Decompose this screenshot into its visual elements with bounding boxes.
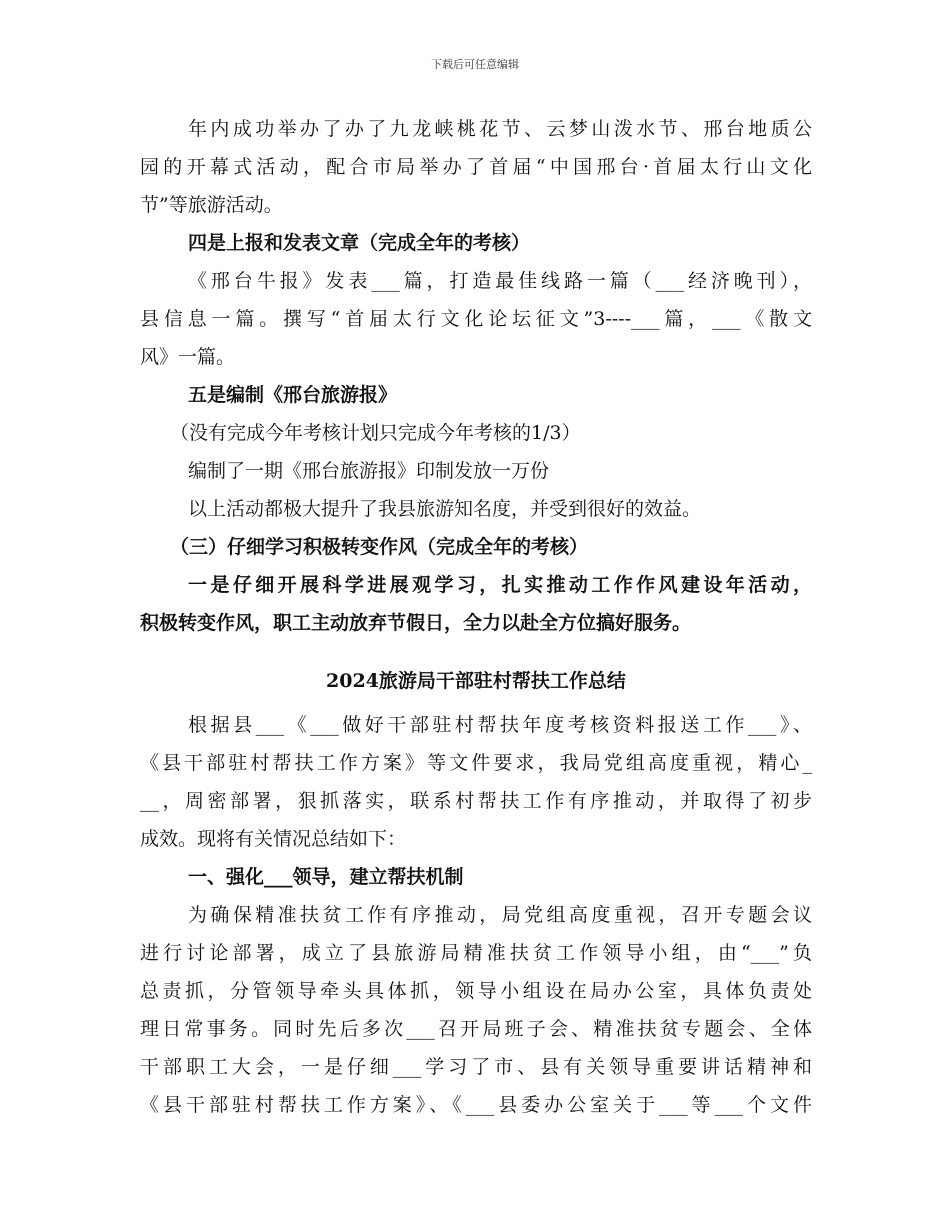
paragraph-line: 成效。现将有关情况总结如下： [140, 828, 407, 850]
paragraph-line: 县信息一篇。撰写“首届太行文化论坛征文”3----___篇，___《散文 [140, 308, 812, 330]
paragraph-line: 编制了一期《邢台旅游报》印制发放一万份 [188, 460, 550, 482]
section-heading: 五是编制《邢台旅游报》 [188, 384, 398, 406]
section-heading: 一、强化___领导，建立帮扶机制 [188, 866, 464, 888]
paragraph-line: 根据县___《___做好干部驻村帮扶年度考核资料报送工作___》、 [188, 714, 812, 736]
paragraph-line: 一是仔细开展科学进展观学习，扎实推动工作作风建设年活动， [188, 574, 812, 596]
paragraph-line: 园的开幕式活动，配合市局举办了首届“中国邢台·首届太行山文化 [140, 156, 812, 178]
section-heading: 四是上报和发表文章（完成全年的考核） [188, 232, 531, 254]
paragraph-line: 以上活动都极大提升了我县旅游知名度，并受到很好的效益。 [188, 498, 702, 520]
paragraph-line: （没有完成今年考核计划只完成今年考核的1/3） [170, 422, 581, 444]
paragraph-line: 《县干部驻村帮扶工作方案》、《___县委办公室关于___等___个文件 [140, 1094, 812, 1116]
document-body [140, 110, 812, 1124]
paragraph-line: 风》一篇。 [140, 346, 236, 368]
paragraph-line: 干部职工大会，一是仔细___学习了市、县有关领导重要讲话精神和 [140, 1056, 812, 1078]
paragraph-line: 积极转变作风，职工主动放弃节假日，全力以赴全方位搞好服务。 [140, 612, 692, 634]
paragraph-line: 总责抓，分管领导牵头具体抓，领导小组设在局办公室，具体负责处 [140, 980, 812, 1002]
paragraph-line: 《县干部驻村帮扶工作方案》等文件要求，我局党组高度重视，精心_ [140, 752, 812, 774]
document-title: 2024旅游局干部驻村帮扶工作总结 [326, 670, 626, 692]
page-header: 下载后可任意编辑 [431, 58, 519, 71]
paragraph-line: 理日常事务。同时先后多次___召开局班子会、精准扶贫专题会、全体 [140, 1018, 812, 1040]
paragraph-line: __，周密部署，狠抓落实，联系村帮扶工作有序推动，并取得了初步 [140, 790, 812, 812]
paragraph-line: 节”等旅游活动。 [140, 194, 283, 216]
paragraph-line: 年内成功举办了办了九龙峡桃花节、云梦山泼水节、邢台地质公 [188, 118, 812, 140]
section-heading: （三）仔细学习积极转变作风（完成全年的考核） [170, 536, 589, 558]
paragraph-line: 为确保精准扶贫工作有序推动，局党组高度重视，召开专题会议 [188, 904, 812, 926]
paragraph-line: 进行讨论部署，成立了县旅游局精准扶贫工作领导小组，由“___”负 [140, 942, 812, 964]
paragraph-line: 《邢台牛报》发表___篇，打造最佳线路一篇（___经济晚刊）， [188, 270, 812, 292]
